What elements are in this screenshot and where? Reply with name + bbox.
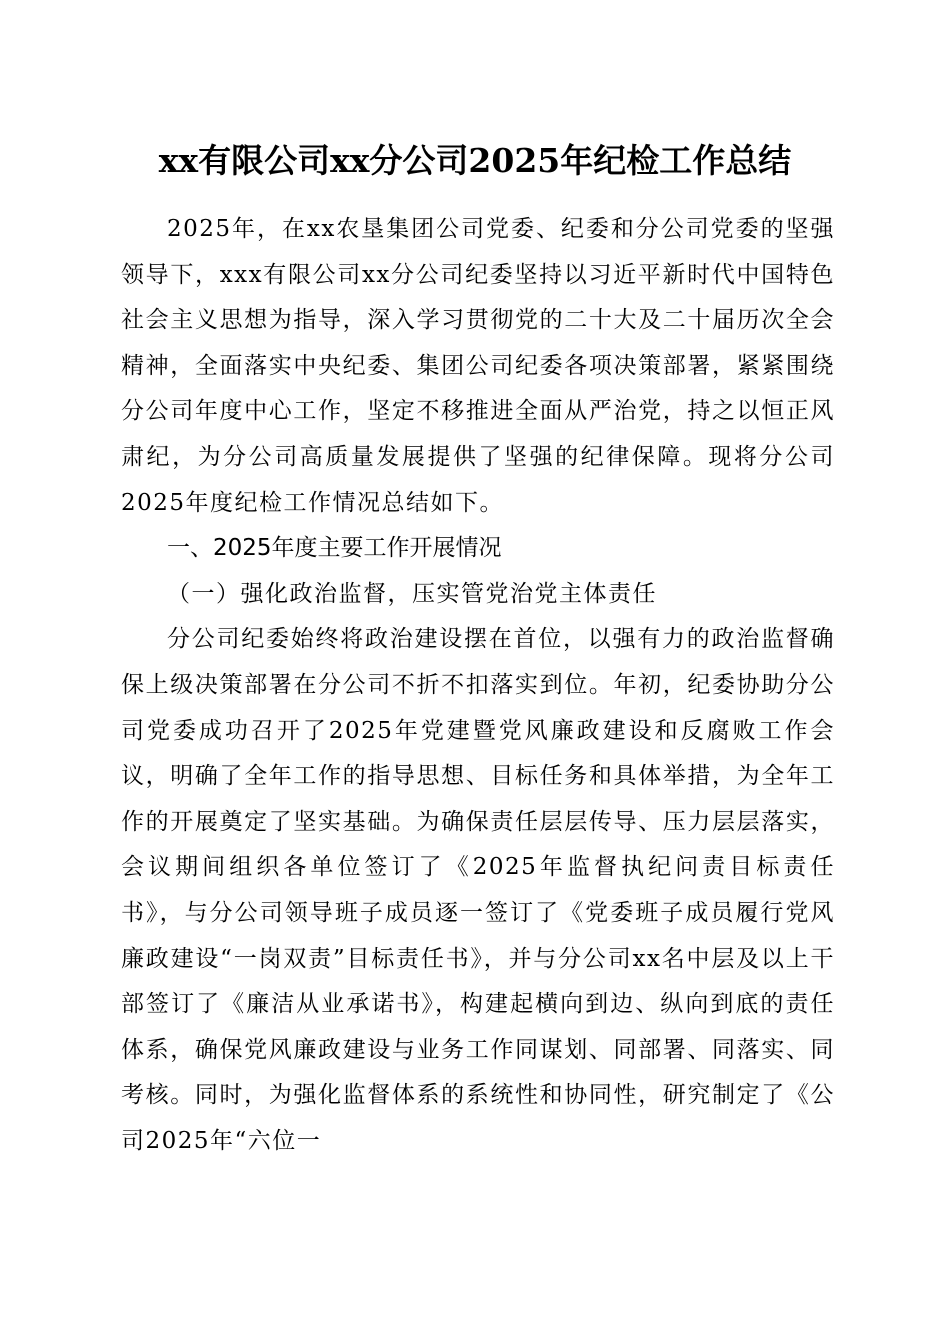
body-paragraph: 分公司纪委始终将政治建设摆在首位，以强有力的政治监督确保上级决策部署在分公司不折不扣落实到位。年初，纪委协助分公司党委成功召开了2025年党建暨党风廉政建设和反腐败工作会议，明确了全年工作的指导思想、目标任务和具体举措，为全年工作的开展奠定了坚实基础。为确保责任层层传导、压力层层落实，会议期间组织各单位签订了《2025年监督执纪问责目标责任书》，与分公司领导班子成员逐一签订了《党委班子成员履行党风廉政建设“一岗双责”目标责任书》，并与分公司xx名中层及以上干部签订了《廉洁从业承诺书》，构建起横向到边、纵向到底的责任体系，确保党风廉政建设与业务工作同谋划、同部署、同落实、同考核。同时，为强化监督体系的系统性和协同性，研究制定了《公司2025年“六位一 (121, 626, 835, 1154)
document-title: xx有限公司xx分公司2025年纪检工作总结 (158, 141, 792, 180)
document-body (121, 207, 835, 1164)
intro-paragraph: 2025年，在xx农垦集团公司党委、纪委和分公司党委的坚强领导下，xxx有限公司xx分公司纪委坚持以习近平新时代中国特色社会主义思想为指导，深入学习贯彻党的二十大及二十届历次全会精神，全面落实中央纪委、集团公司纪委各项决策部署，紧紧围绕分公司年度中心工作，坚定不移推进全面从严治党，持之以恒正风肃纪，为分公司高质量发展提供了坚强的纪律保障。现将分公司2025年度纪检工作情况总结如下。 (121, 216, 835, 516)
subsection-heading: （一）强化政治监督，压实管党治党主体责任 (167, 580, 657, 607)
section-heading: 一、2025年度主要工作开展情况 (167, 535, 502, 562)
